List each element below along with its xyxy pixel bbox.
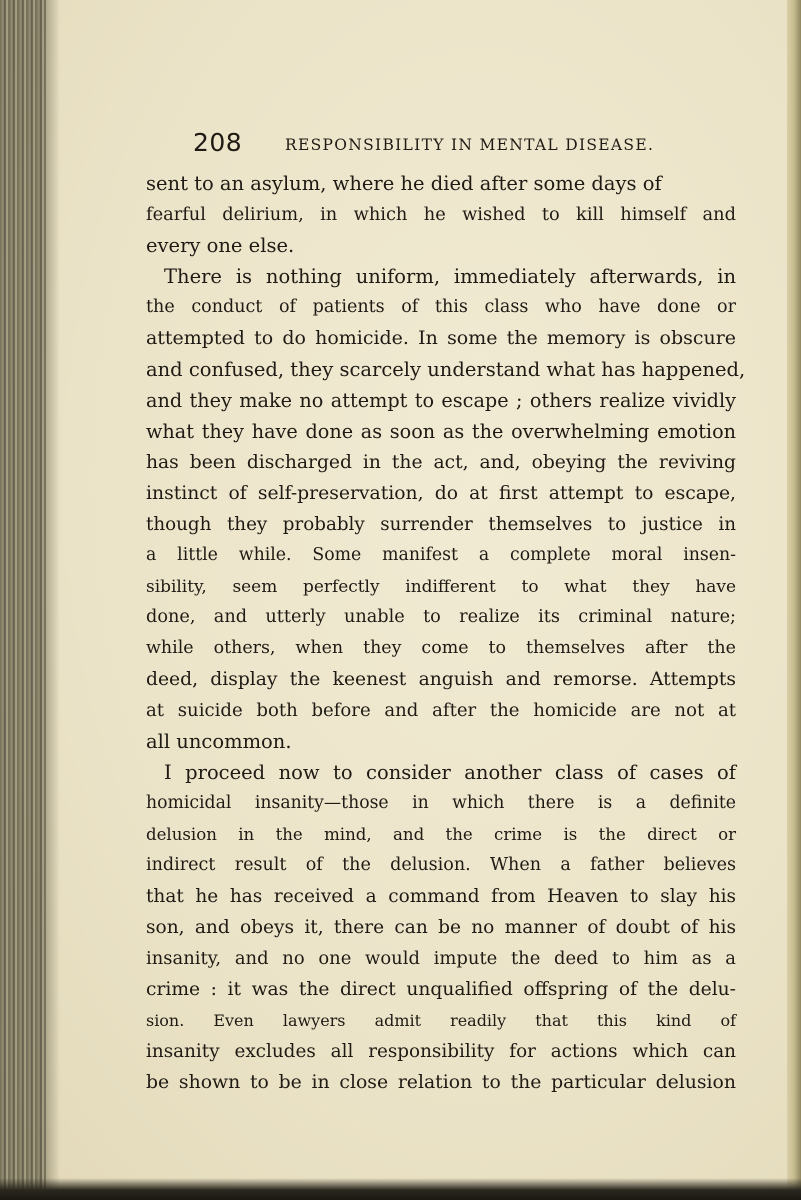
text-line: indirect result of the delusion. When a father believes: [146, 855, 736, 875]
page-header: [193, 128, 753, 168]
text-line: deed, display the keenest anguish and remorse. Attempts: [146, 669, 736, 690]
text-line: and confused, they scarcely understand what has happened,: [146, 358, 746, 381]
text-line: insanity, and no one would impute the deed to him as a: [146, 948, 736, 969]
text-line: fearful delirium, in which he wished to kill himself and: [146, 204, 736, 225]
page-edge-right: [787, 0, 801, 1200]
text-line: has been discharged in the act, and, obeying the reviving: [146, 452, 736, 473]
text-line: I proceed now to consider another class of cases of: [164, 761, 736, 784]
text-line: a little while. Some manifest a complete moral insen-: [146, 545, 736, 565]
text-line: though they probably surrender themselves to justice in: [146, 514, 736, 535]
text-line: insanity excludes all responsibility for actions which can: [146, 1041, 736, 1062]
text-line: while others, when they come to themselves after the: [146, 638, 736, 658]
text-line: every one else.: [146, 234, 295, 257]
page-edge-bottom: [0, 1178, 801, 1200]
text-line: attempted to do homicide. In some the memory is obscure: [146, 327, 736, 349]
text-line: all uncommon.: [146, 730, 292, 753]
body-text: [146, 168, 746, 1098]
text-line: crime : it was the direct unqualified offspring of the delu-: [146, 979, 736, 1000]
text-line: the conduct of patients of this class who have done or: [146, 297, 736, 317]
text-line: instinct of self-preservation, do at first attempt to escape,: [146, 483, 736, 504]
text-line: homicidal insanity—those in which there is a definite: [146, 793, 736, 813]
text-line: and they make no attempt to escape ; others realize vividly: [146, 389, 736, 412]
text-line: sion. Even lawyers admit readily that this kind of: [146, 1011, 736, 1030]
text-line: at suicide both before and after the homicide are not at: [146, 700, 736, 721]
text-line: be shown to be in close relation to the particular delusion: [146, 1072, 736, 1093]
book-gutter: [0, 0, 46, 1200]
running-head: RESPONSIBILITY IN MENTAL DISEASE.: [285, 136, 655, 154]
text-line: sibility, seem perfectly indifferent to what they have: [146, 576, 736, 596]
text-line: son, and obeys it, there can be no manner of doubt of his: [146, 917, 736, 938]
text-line: what they have done as soon as the overwhelming emotion: [146, 420, 736, 443]
page-number: 208: [193, 128, 243, 157]
text-line: sent to an asylum, where he died after some days of: [146, 172, 662, 195]
text-line: done, and utterly unable to realize its criminal nature;: [146, 607, 736, 627]
text-line: that he has received a command from Heaven to slay his: [146, 886, 736, 907]
text-line: There is nothing uniform, immediately afterwards, in: [164, 265, 736, 288]
text-line: delusion in the mind, and the crime is the direct or: [146, 825, 736, 844]
